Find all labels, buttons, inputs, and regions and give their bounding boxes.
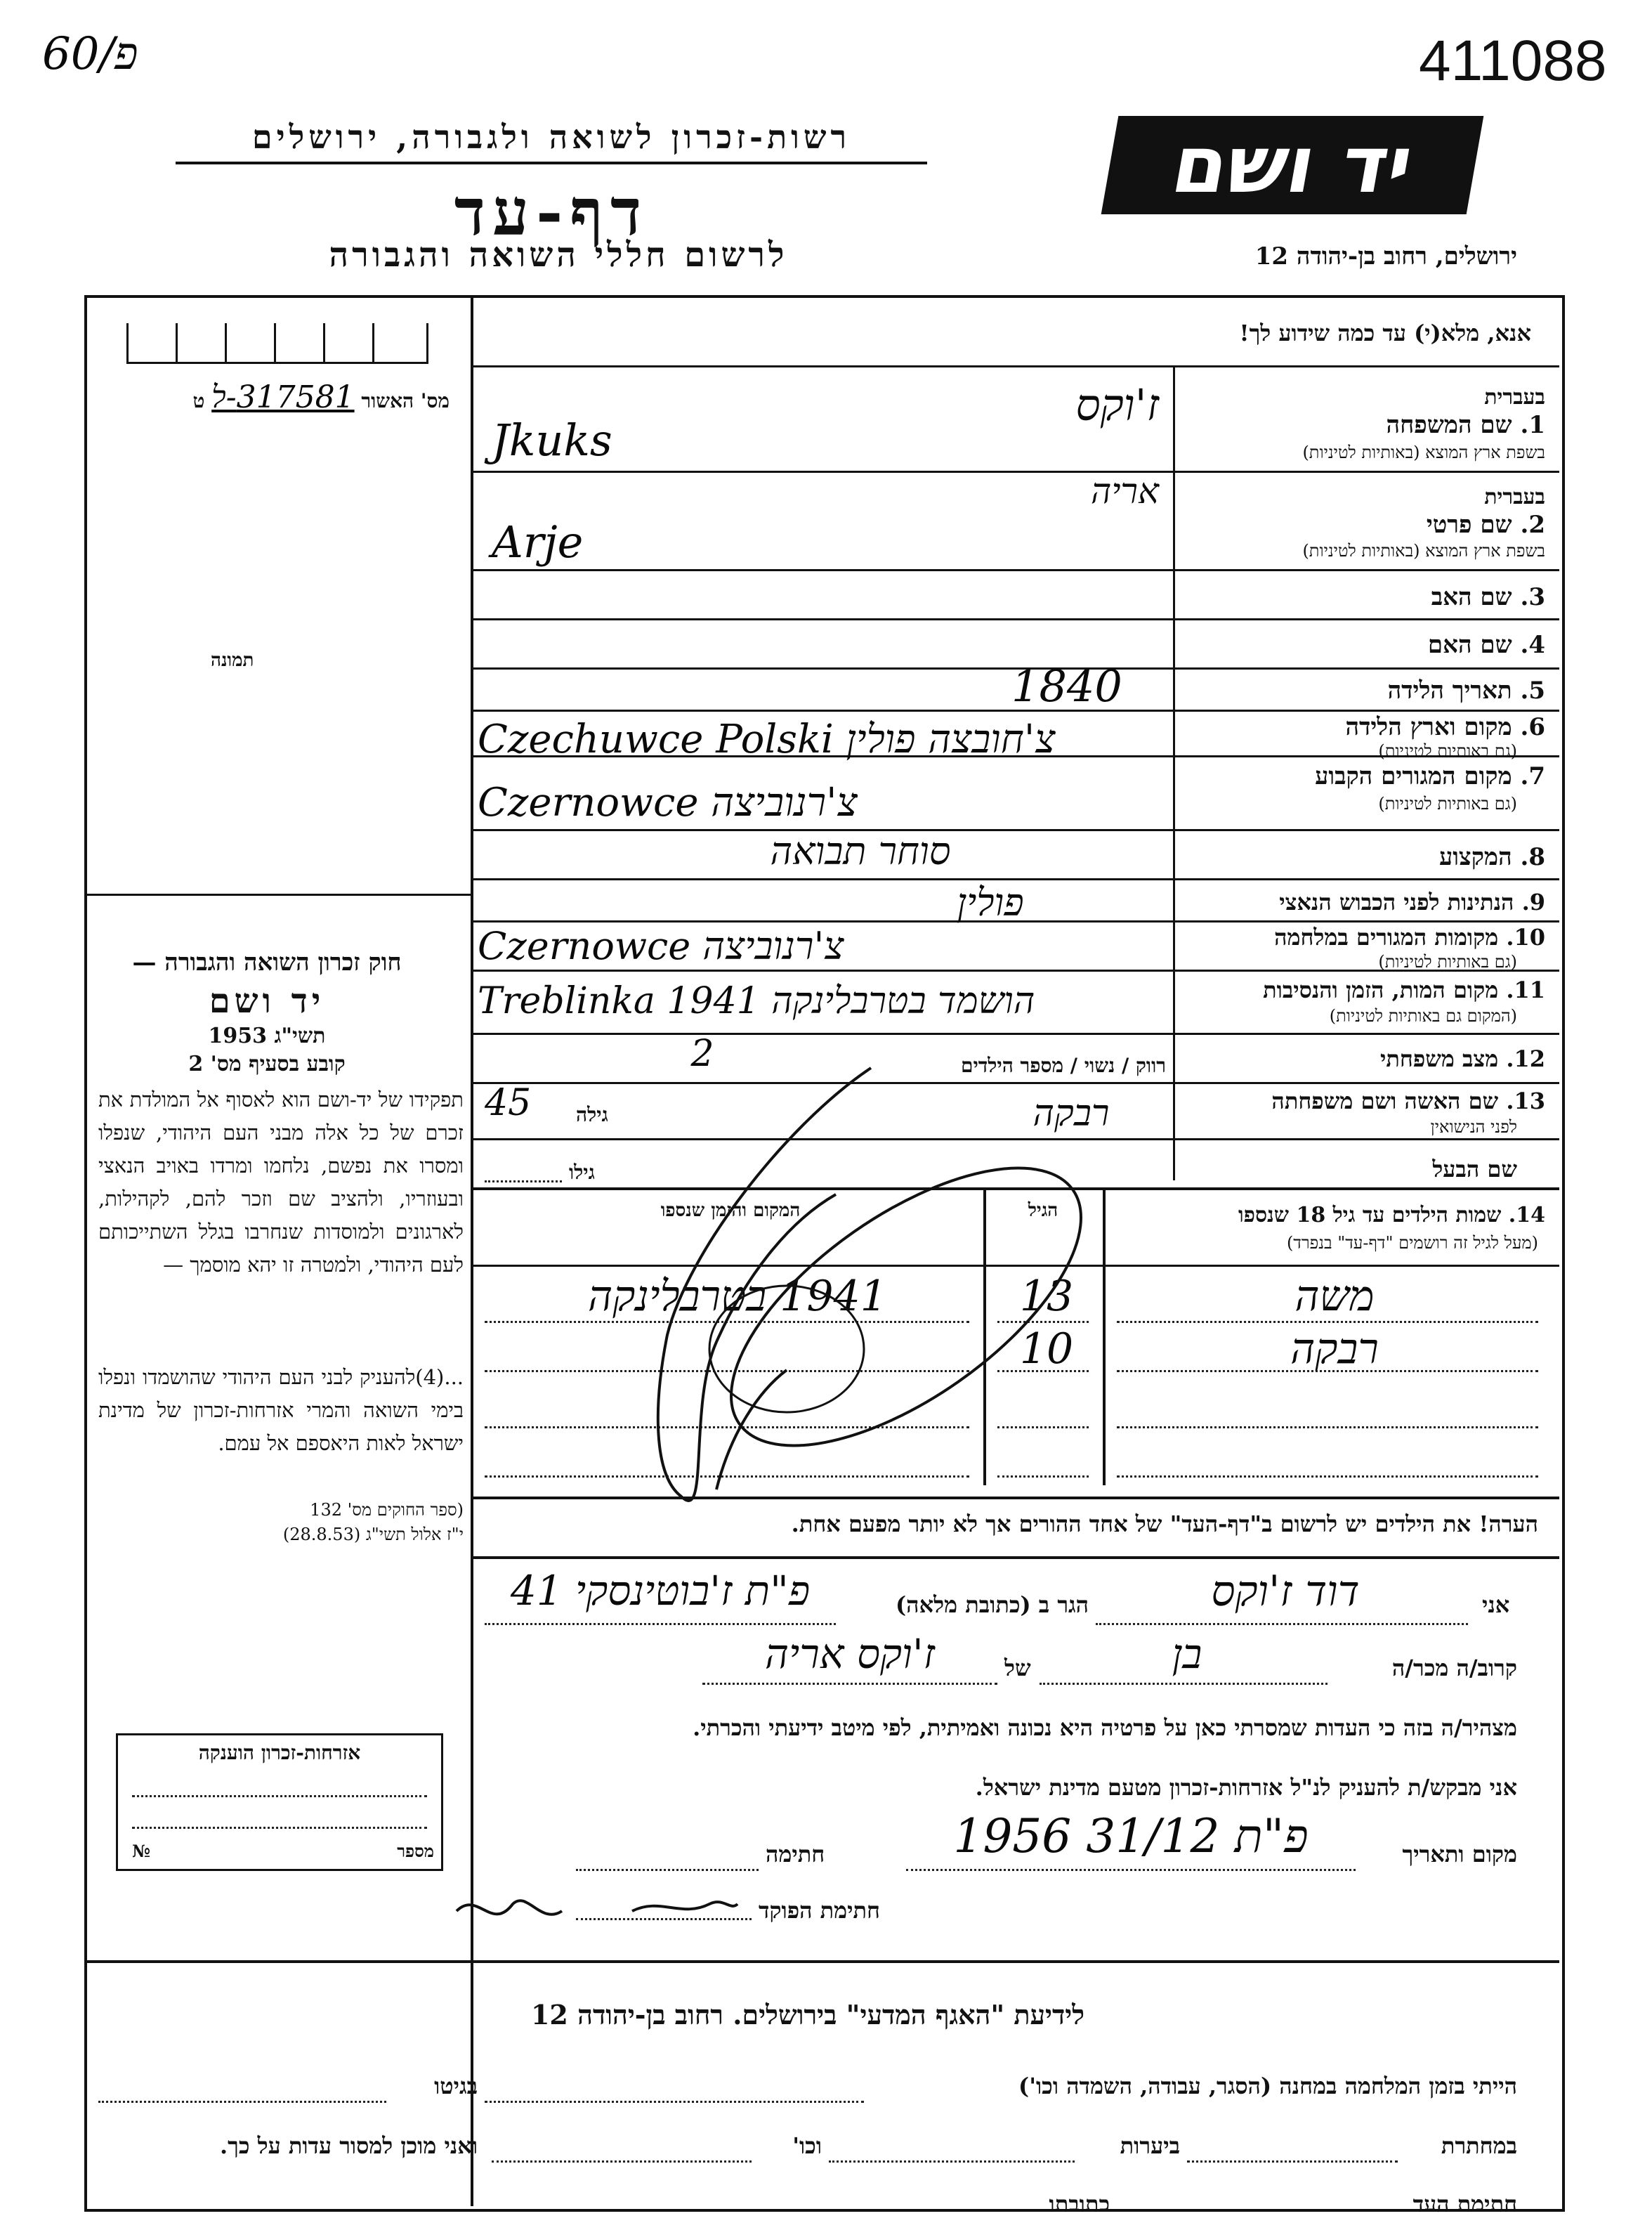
officer-signature-label: חתימת הפוקד: [759, 1897, 880, 1924]
decl-relation-label: קרוב/ה מכר/ה: [1391, 1655, 1517, 1681]
bottom-witness-signature-label: חתימת העד: [1412, 2191, 1517, 2217]
field-1-value-he[interactable]: ז'וקס: [1075, 379, 1159, 431]
field-9-label: 9. הנתינות לפני הכבוש הנאצי: [1279, 889, 1545, 915]
header-divider: [176, 162, 927, 164]
bottom-underground-label: במחתרת: [1441, 2132, 1517, 2159]
child-1-name[interactable]: משה: [1294, 1272, 1375, 1321]
field-13-sub: לפני הנישואין: [1430, 1117, 1517, 1137]
field-12-value[interactable]: 2: [690, 1033, 714, 1075]
decl-statement: מצהיר/ה בזה כי העדות שמסרתי כאן על פרטיה היא נכונה ואמיתית, לפי מיטב ידיעתי והכרתי.: [693, 1714, 1517, 1741]
husband-age-label: גילו: [569, 1161, 595, 1184]
law-box: [84, 894, 471, 1561]
corner-mark: 60/פ: [42, 28, 138, 80]
pen-scribble: [604, 1040, 1096, 1546]
law-source-date: י"ז אלול תשי"ג (28.8.53): [282, 1525, 464, 1544]
field-6-sub: (גם באותיות לטיניות): [1378, 741, 1517, 761]
field-2-value-he[interactable]: אריה: [1091, 471, 1159, 511]
note: הערה! את הילדים יש לרשום ב"דף-העד" של אחד ההורים אך לא יותר מפעם אחת.: [791, 1511, 1538, 1537]
husband-label: שם הבעל: [1432, 1156, 1517, 1182]
children-col-place: המקום והזמן שנספו: [660, 1200, 801, 1221]
law-title: חוק זכרון השואה והגבורה —: [132, 948, 402, 977]
form-title: דף-עד: [454, 174, 649, 250]
place-date-value[interactable]: פ"ת 31/12 1956: [953, 1809, 1309, 1863]
child-1-place[interactable]: 1941 בטרבלינקה: [588, 1272, 887, 1321]
institution-name: רשות-זכרון לשואה ולגבורה, ירושלים: [251, 118, 851, 156]
label-divider: [1173, 365, 1175, 1180]
law-text: תפקידו של יד-ושם הוא לאסוף אל המולדת את זכרם של כל אלה מבני העם היהודי, שנפלו ומסרו את נפשם, נלחמו ומרדו באויב הנאצי ובעוזריו, ולהציב שם וזכר להם, לקהילות, לארגונים ולמוסדות שנחרבו בגלל השתייכותם לעם היהודי, ולמטרה זו יהא מוסמך —: [98, 1088, 464, 1277]
approval-boxes: [126, 313, 428, 364]
field-7-label: 7. מקום המגורים הקבוע: [1315, 762, 1545, 790]
decl-name[interactable]: דוד ז'וקס: [1211, 1567, 1360, 1616]
children-col-age: הגיל: [1028, 1200, 1058, 1221]
children-sub: (מעל לגיל זה רושמים "דף-עד" בנפרד): [1286, 1233, 1538, 1253]
memorial-no-label: №: [132, 1841, 151, 1861]
field-2-value-latin[interactable]: Arje: [492, 516, 584, 568]
bottom-ghetto-label: בגיטו: [434, 2073, 478, 2099]
field-10-label: 10. מקומות המגורים במלחמה: [1274, 924, 1545, 951]
decl-i-label: אני: [1482, 1591, 1510, 1618]
photo-label: תמונה: [211, 650, 254, 671]
field-2-hebrew-label: בעברית: [1484, 485, 1545, 509]
bottom-willing-label: ואני מוכן למסור עדות על כך.: [219, 2132, 478, 2159]
field-7-value[interactable]: Czernowce צ'רנוביצה: [478, 780, 858, 826]
field-2-sub: בשפת ארץ המוצא (באותיות לטיניות): [1302, 541, 1545, 561]
memorial-title: אזרחות-זכרון הוענקה: [198, 1741, 361, 1764]
field-2-label: 2. שם פרטי: [1426, 511, 1545, 539]
law-text-2: ...(4)להעניק לבני העם היהודי שהושמדו ונפלו בימי השואה והמרי אזרחות-זכרון של מדינת ישראל לאות היאספם אל עמם.: [98, 1365, 464, 1455]
yad-vashem-logo: יד ושם: [1101, 116, 1484, 214]
law-source: (ספר החוקים מס' 132: [310, 1500, 464, 1520]
field-7-sub: (גם באותיות לטיניות): [1378, 794, 1517, 814]
field-1-value-latin[interactable]: Jkuks: [492, 415, 612, 466]
field-5-label: 5. תאריך הלידה: [1387, 677, 1545, 705]
memorial-number-label: מספר: [397, 1841, 434, 1861]
field-11-label: 11. מקום המות, הזמן והנסיבות: [1263, 977, 1545, 1003]
field-1-label: 1. שם המשפחה: [1386, 411, 1545, 439]
field-3-label: 3. שם האב: [1431, 583, 1545, 611]
field-8-label: 8. המקצוע: [1438, 843, 1545, 871]
field-1-sub: בשפת ארץ המוצא (באותיות לטיניות): [1302, 443, 1545, 462]
wife-age-value[interactable]: 45: [485, 1082, 532, 1124]
officer-signature: [450, 1883, 745, 1946]
bottom-etc-label: וכו': [792, 2132, 822, 2159]
decl-relation[interactable]: בן: [1172, 1630, 1202, 1678]
instructions-divider: [471, 365, 1559, 367]
field-12-label: 12. מצב משפחתי: [1380, 1045, 1545, 1072]
field-11-value[interactable]: Treblinka 1941 הושמד בטרבלינקה: [478, 980, 1035, 1022]
field-13-label: 13. שם האשה ושם משפחתה: [1271, 1088, 1545, 1114]
bottom-title: לידיעת "האגף המדעי" בירושלים. רחוב בן-יהודה 12: [530, 1999, 1085, 2030]
bottom-address-label: כתובתו: [1049, 2191, 1110, 2217]
children-label: 14. שמות הילדים עד גיל 18 שנספו: [1238, 1203, 1545, 1227]
field-11-sub: (המקום גם באותיות לטיניות): [1329, 1006, 1517, 1026]
signature-label: חתימה: [766, 1841, 825, 1867]
field-1-hebrew-label: בעברית: [1484, 385, 1545, 410]
field-12-options: רווק / נשוי / מספר הילדים: [960, 1054, 1166, 1077]
place-date-label: מקום ותאריך: [1402, 1841, 1517, 1867]
instructions: אנא, מלא(י) עד כמה שידוע לך!: [1239, 320, 1531, 346]
field-10-sub: (גם באותיות לטיניות): [1378, 952, 1517, 972]
field-9-value[interactable]: פולין: [957, 880, 1024, 925]
child-2-age[interactable]: 10: [1019, 1324, 1074, 1374]
memorial-citizenship-box: [116, 1733, 443, 1871]
bottom-forests-label: ביערות: [1120, 2132, 1180, 2159]
law-year: תשי"ג 1953: [208, 1024, 326, 1048]
decl-relative-name[interactable]: ז'וקס אריה: [765, 1630, 935, 1678]
wife-age-label: גילה: [576, 1103, 608, 1126]
decl-request: אני מבקש/ת להעניק לנ"ל אזרחות-זכרון מטעם מדינת ישראל.: [975, 1774, 1517, 1801]
field-6-value[interactable]: Czechuwce Polski צ'חובצה פולין: [478, 717, 1056, 762]
field-5-value[interactable]: 1840: [1011, 660, 1122, 712]
approval-number: מס' האשור 317581-ל ט: [192, 379, 450, 415]
field-8-value[interactable]: סוחר תבואה: [770, 829, 951, 873]
child-1-age[interactable]: 13: [1019, 1272, 1074, 1321]
child-2-name[interactable]: רבקה: [1290, 1324, 1379, 1374]
field-6-label: 6. מקום וארץ הלידה: [1345, 713, 1545, 741]
bottom-camp-label: הייתי בזמן המלחמה במחנה (הסגר, עבודה, השמדה וכו'): [1018, 2073, 1517, 2099]
field-4-label: 4. שם האם: [1427, 631, 1545, 659]
institution-address: ירושלים, רחוב בן-יהודה 12: [1254, 242, 1517, 270]
decl-address-label: הגר ב (כתובת מלאה): [896, 1591, 1089, 1618]
law-yad-vashem: יד ושם: [209, 982, 325, 1021]
decl-of-label: של: [1004, 1655, 1031, 1681]
document-number: 411088: [1419, 29, 1607, 93]
decl-address[interactable]: פ"ת ז'בוטינסקי 41: [510, 1567, 811, 1615]
field-13-value[interactable]: רבקה: [1032, 1093, 1110, 1135]
field-10-value[interactable]: Czernowce צ'רנוביצה: [478, 924, 844, 968]
law-clause: קובע בסעיף מס' 2: [188, 1052, 346, 1076]
form-subtitle: לרשום חללי השואה והגבורה: [329, 235, 788, 275]
